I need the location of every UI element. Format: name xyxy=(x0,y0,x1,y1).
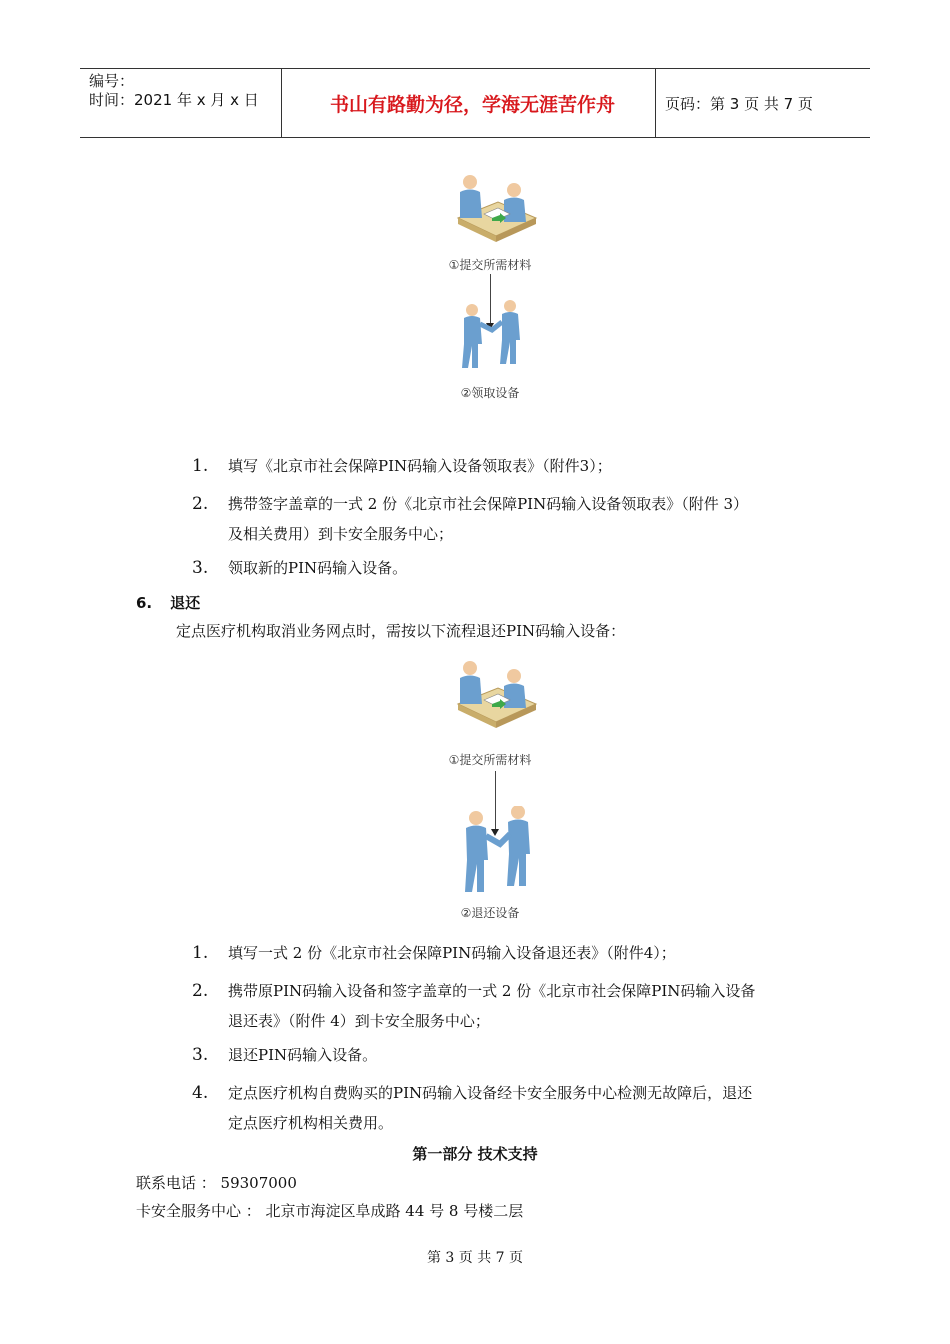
section-intro: 定点医疗机构取消业务网点时，需按以下流程退还PIN码输入设备： xyxy=(176,622,626,640)
header-meta xyxy=(89,72,259,110)
date-label: 时间：2021 年 x 月 x 日 xyxy=(89,91,259,109)
section-title: 退还 xyxy=(170,594,201,612)
list-text: 领取新的PIN码输入设备。 xyxy=(228,559,408,577)
number-label: 编号： xyxy=(89,72,135,90)
list-number: 1. xyxy=(192,943,209,963)
list-text: 退还表》（附件 4）到卡安全服务中心； xyxy=(228,1012,490,1030)
submit-materials-icon xyxy=(452,170,542,245)
list-text: 定点医疗机构相关费用。 xyxy=(228,1114,394,1132)
list-number: 3. xyxy=(192,1045,209,1065)
list-number: 2. xyxy=(192,494,209,514)
contact-address: 卡安全服务中心 ： 北京市海淀区阜成路 44 号 8 号楼二层 xyxy=(136,1202,524,1220)
submit-materials-icon xyxy=(452,656,542,731)
list-number: 3. xyxy=(192,558,209,578)
list-text: 退还PIN码输入设备。 xyxy=(228,1046,378,1064)
list-text: 携带签字盖章的一式 2 份《北京市社会保障PIN码输入设备领取表》（附件 3） xyxy=(228,495,749,513)
diagram-caption: ②退还设备 xyxy=(460,906,520,920)
part-title: 第一部分 技术支持 xyxy=(412,1145,538,1163)
contact-phone: 联系电话 ： 59307000 xyxy=(136,1174,297,1192)
section-number: 6. xyxy=(136,594,153,612)
list-number: 2. xyxy=(192,981,209,1001)
header-divider xyxy=(281,69,282,137)
header-page-number: 页码：第 3 页 共 7 页 xyxy=(665,95,813,113)
flow-diagram-return xyxy=(420,656,560,921)
list-text: 填写《北京市社会保障PIN码输入设备领取表》（附件3）； xyxy=(228,457,612,475)
list-text: 携带原PIN码输入设备和签字盖章的一式 2 份《北京市社会保障PIN码输入设备 xyxy=(228,982,756,1000)
handshake-return-icon xyxy=(460,806,535,896)
diagram-caption: ①提交所需材料 xyxy=(448,753,532,767)
list-text: 及相关费用）到卡安全服务中心； xyxy=(228,525,454,543)
header-motto: 书山有路勤为径，学海无涯苦作舟 xyxy=(329,93,615,116)
handshake-receive-icon xyxy=(456,300,526,370)
flow-diagram-receive xyxy=(420,170,560,405)
list-text: 定点医疗机构自费购买的PIN码输入设备经卡安全服务中心检测无故障后，退还 xyxy=(228,1084,753,1102)
section-heading xyxy=(136,592,200,613)
page-footer: 第 3 页 共 7 页 xyxy=(426,1250,524,1266)
list-number: 4. xyxy=(192,1083,209,1103)
list-text: 填写一式 2 份《北京市社会保障PIN码输入设备退还表》（附件4）； xyxy=(228,944,676,962)
list-number: 1. xyxy=(192,456,209,476)
page-header xyxy=(80,68,870,138)
diagram-caption: ②领取设备 xyxy=(460,386,520,400)
diagram-caption: ①提交所需材料 xyxy=(448,258,532,272)
